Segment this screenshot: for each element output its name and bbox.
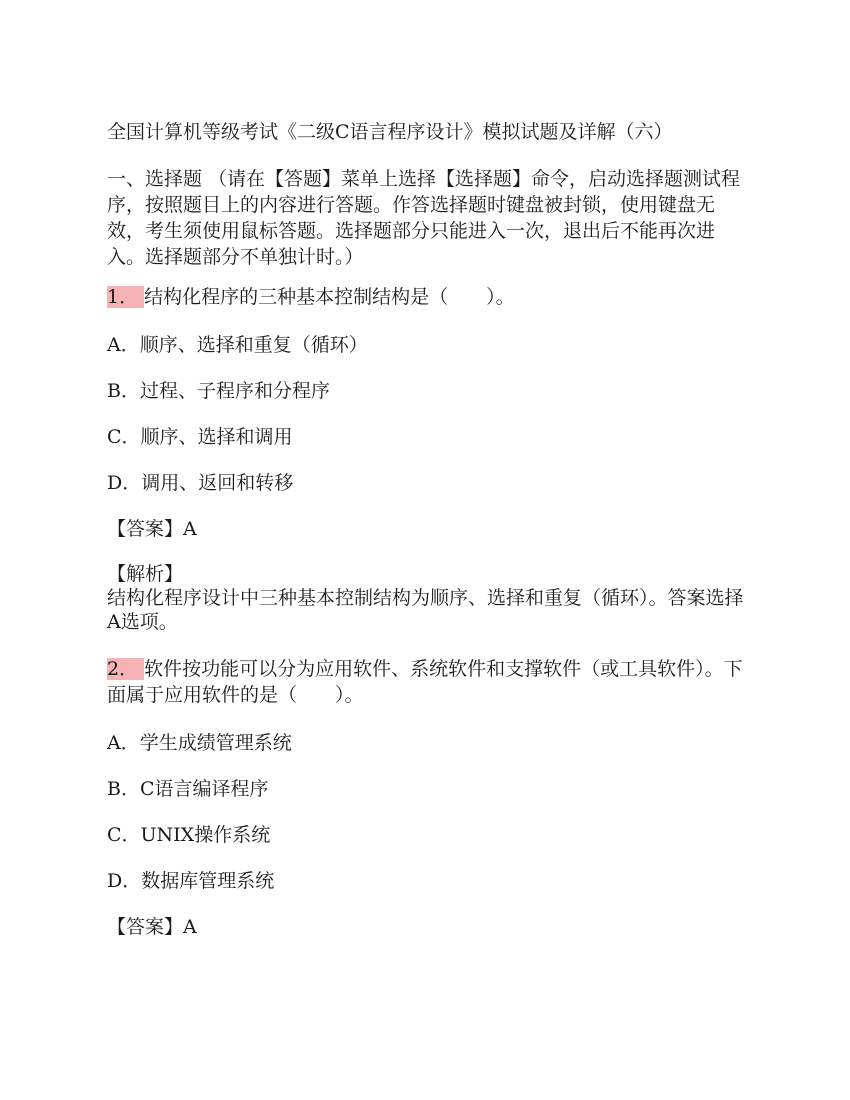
question-stem bbox=[107, 656, 747, 708]
question-number: 1． bbox=[107, 286, 144, 308]
document-page bbox=[107, 118, 747, 960]
option-d: D．数据库管理系统 bbox=[107, 870, 275, 892]
option-b: B．过程、子程序和分程序 bbox=[107, 380, 330, 402]
analysis-text: 结构化程序设计中三种基本控制结构为顺序、选择和重复（循环）。答案选择A选项。 bbox=[107, 587, 744, 633]
question-number: 2． bbox=[107, 658, 144, 680]
question-text: 软件按功能可以分为应用软件、系统软件和支撑软件（或工具软件）。下面属于应用软件的是（ ）。 bbox=[107, 658, 743, 706]
option-c: C．UNIX操作系统 bbox=[107, 824, 271, 846]
option-a: A．顺序、选择和重复（循环） bbox=[107, 334, 368, 356]
document-title: 全国计算机等级考试《二级C语言程序设计》模拟试题及详解（六） bbox=[107, 121, 673, 143]
question-1 bbox=[107, 284, 747, 634]
analysis-label: 【解析】 bbox=[107, 563, 184, 585]
question-stem bbox=[107, 284, 747, 310]
option-d: D．调用、返回和转移 bbox=[107, 472, 294, 494]
question-2 bbox=[107, 656, 747, 940]
question-text: 结构化程序的三种基本控制结构是（ ）。 bbox=[144, 286, 515, 308]
option-a: A．学生成绩管理系统 bbox=[107, 732, 292, 754]
option-c: C．顺序、选择和调用 bbox=[107, 426, 293, 448]
answer-line: 【答案】A bbox=[107, 518, 197, 540]
section-instructions: 一、选择题 （请在【答题】菜单上选择【选择题】命令，启动选择题测试程序，按照题目上的内容进行答题。作答选择题时键盘被封锁，使用键盘无效，考生须使用鼠标答题。选择题部分只能进入一次，退出后不能再次进入。选择题部分不单独计时。） bbox=[107, 168, 741, 268]
answer-line: 【答案】A bbox=[107, 916, 197, 938]
option-b: B．C语言编译程序 bbox=[107, 778, 269, 800]
